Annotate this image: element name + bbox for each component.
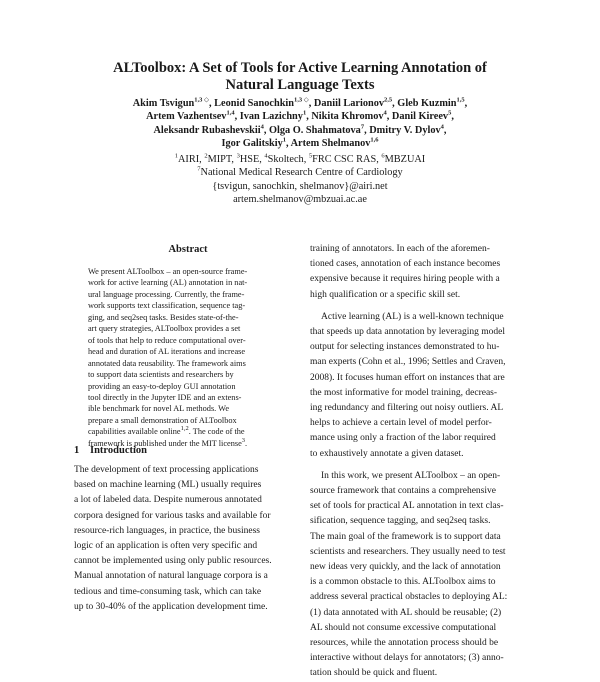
abstract-line: prepare a small demonstration of ALToolbox [88,415,237,425]
section-number: 1 [74,445,80,456]
author-line: Akim Tsvigun$^{1,3 ◇}$, Leonid Sanochkin$^{1,3 ◇}$, Daniil Larionov$^{2,5}$, Gleb Kuzmin$^{1,5}$, [132,96,468,109]
body-line: new ideas very quickly, and the lack of annotation [310,562,501,573]
abstract-line: of tools that help to reduce computational over- [88,335,246,345]
body-line: expensive because it requires hiring people with a [310,274,500,285]
paragraph-this-work [310,469,532,682]
body-line: tedious and time-consuming task, which can take [74,586,262,597]
section-heading-introduction [74,445,147,456]
body-line: Active learning (AL) is a well-known technique [321,311,504,322]
author-list [0,97,600,151]
affiliations [0,153,600,207]
abstract-heading: Abstract [168,244,208,255]
body-line: The development of text processing applications [74,465,259,475]
affiliation-line: $^1$AIRI, $^2$MIPT, $^3$HSE, $^4$Skoltech, $^5$FRC CSC RAS, $^6$MBZUAI [174,152,426,165]
body-line: is a common obstacle to this. ALToolbox aims to [310,577,496,588]
abstract-line: work supports text classification, sequence tag- [88,301,246,311]
abstract-line: to support data scientists and researchers by [88,370,234,380]
body-line: a lot of labeled data. Despite numerous annotated [74,495,262,506]
body-line: logic of an application is often very specific and [74,541,258,552]
body-line: (1) data annotated with AL should be reusable; (2) [310,607,502,618]
title-line: Natural Language Texts [225,77,375,93]
affiliation-line: $^7$National Medical Research Centre of Cardiology [197,165,403,179]
email-line: artem.shelmanov@mbzuai.ac.ae [233,194,367,206]
abstract-line: annotated data reusability. The framework aims [88,358,246,368]
body-line: scientists and researchers. They usually need to test [310,546,506,557]
body-line: based on machine learning (ML) usually requires [74,480,262,491]
title-line: ALToolbox: A Set of Tools for Active Learning Annotation of [113,60,487,76]
abstract-line: framework is published under the MIT license$^3$. [88,437,248,448]
body-line: source framework that contains a comprehensive [310,486,496,497]
body-line: interactive without delays for annotators; (3) anno- [310,653,504,664]
introduction-paragraph [74,463,306,615]
abstract-line: tool directly in the Jupyter IDE and an extens- [88,392,242,402]
body-line: resource-rich languages, in practice, the business [74,525,260,536]
body-line: to exhaustively annotate a given dataset. [310,448,464,459]
body-line: address several practical obstacles to deploying AL: [310,592,508,603]
body-line: mance using only a fraction of the labor required [310,433,496,444]
body-line: AL should not consume excessive computational [310,622,497,633]
paper-title [0,60,600,94]
email-line: {tsvigun, sanochkin, shelmanov}@airi.net [212,180,388,192]
body-line: tation should be quick and fluent. [310,668,438,679]
body-line: resources, while the annotation process should be [310,638,499,649]
body-line: ing redundancy and filtering out noisy outliers. AL [310,403,504,414]
body-line: set of tools for practical AL annotation in text clas- [310,501,504,512]
author-line: Artem Vazhentsev$^{1,4}$, Ivan Lazichny$^1$, Nikita Khromov$^4$, Danil Kireev$^5$, [146,109,454,123]
body-line: up to 30-40% of the application development time. [74,601,268,612]
body-line: sification, sequence tagging, and seq2seq tasks. [310,516,491,527]
paragraph-continued [310,242,532,303]
body-line: helps to achieve a certain level of model perfor- [310,418,492,429]
body-line: tioned cases, annotation of each instance becomes [310,259,501,270]
body-line: output for selecting instances demonstrated to hu- [310,342,500,353]
right-column [310,242,532,682]
body-line: corpora designed for various tasks and available for [74,510,271,521]
abstract-line: art query strategies, ALToolbox provides a set [88,324,241,334]
body-line: the most informative for model training, decreas- [310,387,498,398]
author-line: Aleksandr Rubashevskii$^4$, Olga O. Shahmatova$^7$, Dmitry V. Dylov$^4$, [153,123,447,136]
body-line: 2008). It focuses human effort on instances that are [310,372,505,383]
abstract-line: ural language processing. Currently, the frame- [88,289,245,299]
body-line: cannot be implemented using only public resources. [74,556,272,567]
body-line: In this work, we present ALToolbox – an open- [321,470,501,481]
body-line: that speeds up data annotation by leveraging model [310,327,505,338]
abstract-line: ible benchmark for novel AL methods. We [88,404,230,414]
body-line: high qualification or a specific skill set. [310,289,461,300]
abstract-line: ging, and seq2seq tasks. Besides state-of-the- [88,312,239,322]
author-line: Igor Galitskiy$^1$, Artem Shelmanov$^{1,6}$ [221,136,379,150]
abstract-line: providing an easy-to-deploy GUI annotation [88,381,236,391]
paragraph-active-learning [310,310,532,462]
abstract-line: We present ALToolbox – an open-source frame- [88,267,248,276]
body-line: man experts (Cohn et al., 1996; Settles and Craven, [310,357,506,368]
abstract-line: work for active learning (AL) annotation in nat- [88,278,248,288]
body-line: The main goal of the framework is to support data [310,531,501,542]
abstract-line: head and duration of AL iterations and increase [88,347,246,357]
body-line: Manual annotation of natural language corpora is a [74,571,268,582]
section-title: Introduction [90,445,147,456]
abstract-body [88,266,290,449]
abstract-line: capabilities available online$^{1,2}$. The code of the [88,425,245,437]
body-line: training of annotators. In each of the aforemen- [310,244,490,254]
